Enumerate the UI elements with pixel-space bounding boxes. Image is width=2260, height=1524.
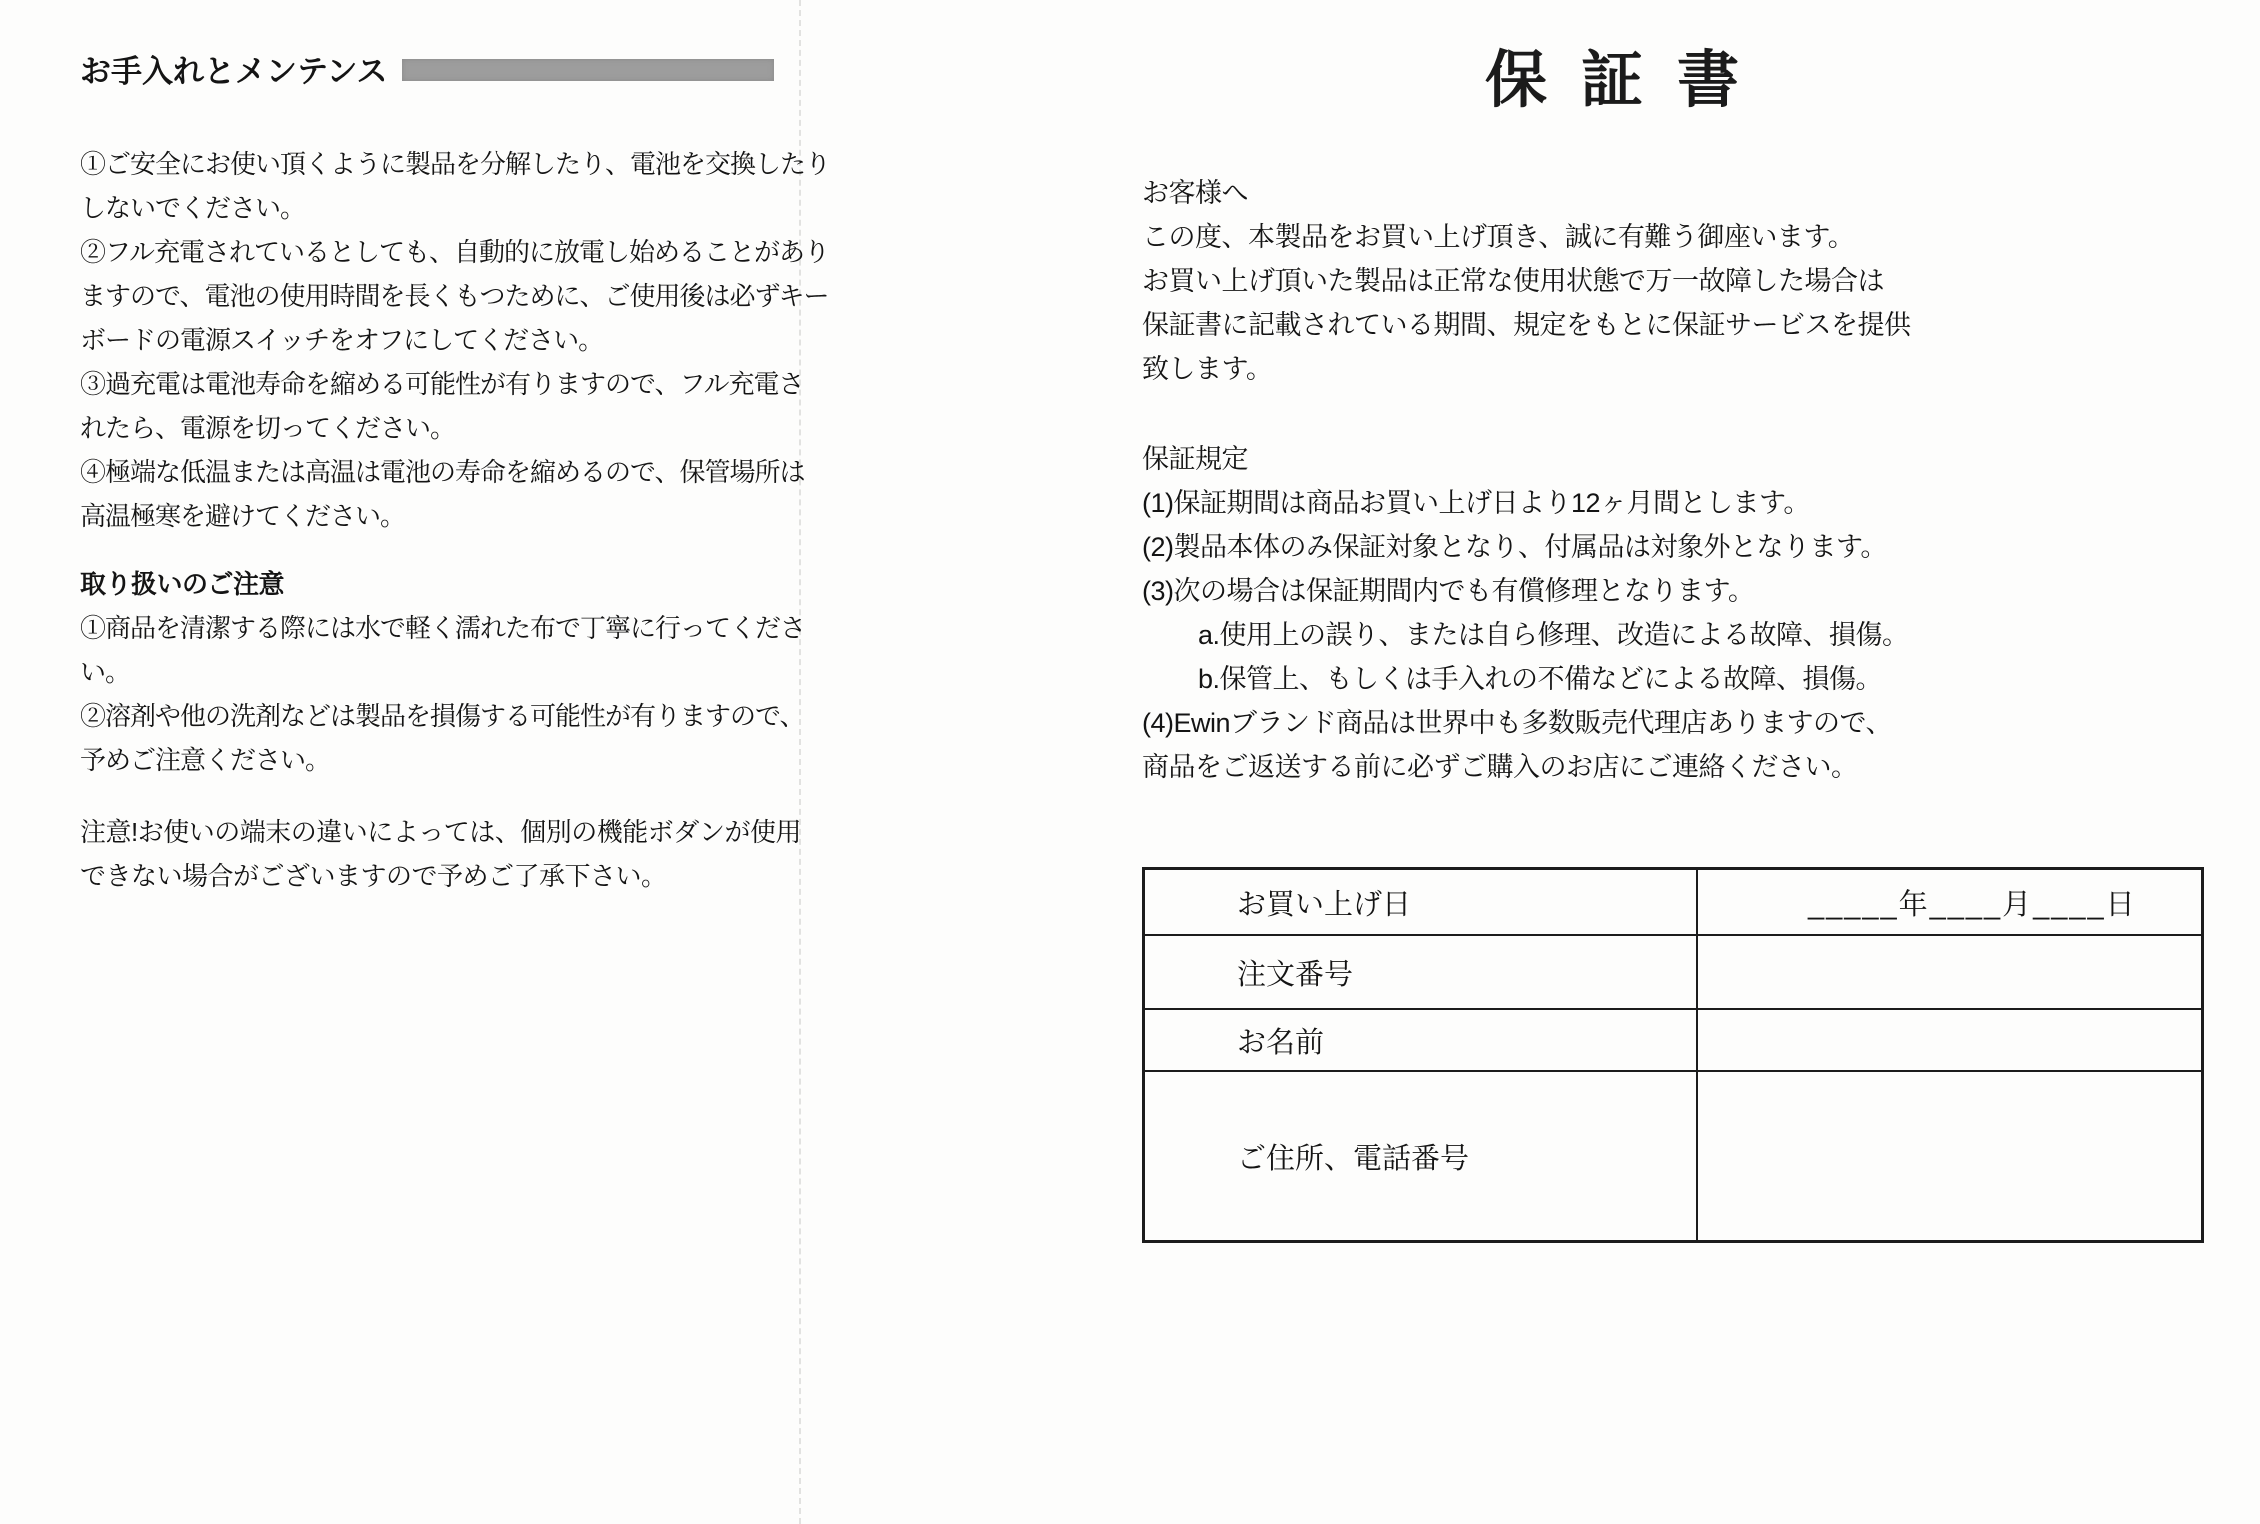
intro-line: 保証書に記載されている期間、規定をもとに保証サービスを提供 [1142,310,1911,340]
warranty-fill-in-table [1142,867,2204,1243]
warranty-page [1142,30,2220,1243]
customer-salutation: お客様へ [1142,178,1248,208]
handling-caution-heading: 取り扱いのご注意 [80,569,285,599]
notice-line: できない場合がございますので予めご了承下さい。 [80,861,667,891]
purchase-date-label: お買い上げ日 [1144,869,1698,936]
terms-subline: b.保管上、もしくは手入れの不備などによる故障、損傷。 [1198,664,1883,694]
terms-line: (3)次の場合は保証期間内でも有償修理となります。 [1142,576,1755,606]
terms-subline: a.使用上の誤り、または自ら修理、改造による故障、損傷。 [1198,620,1909,650]
customer-name-label: お名前 [1144,1009,1698,1071]
purchase-date-blank-field: _____年____月____日 [1697,869,2203,936]
handling-line: ①商品を清潔する際には水で軽く濡れた布で丁寧に行ってくださ [80,613,806,643]
address-phone-label: ご住所、電話番号 [1144,1071,1698,1242]
order-number-label: 注文番号 [1144,935,1698,1009]
address-phone-row [1144,1071,2203,1242]
warranty-title: 保証書 [1484,46,1773,115]
terms-line: (1)保証期間は商品お買い上げ日より12ヶ月間とします。 [1142,488,1810,518]
purchase-date-row [1144,869,2203,936]
intro-line: お買い上げ頂いた製品は正常な使用状態で万一故障した場合は [1142,266,1884,296]
terms-heading: 保証規定 [1142,444,1248,474]
care-line: ますので、電池の使用時間を長くもつために、ご使用後は必ずキー [80,281,829,311]
handling-line: ②溶剤や他の洗剤などは製品を損傷する可能性が有りますので、 [80,701,805,731]
care-line: ②フル充電されているとしても、自動的に放電し始めることがあり [80,237,829,267]
terms-line: 商品をご返送する前に必ずご購入のお店にご連絡ください。 [1142,752,1858,782]
customer-name-row [1144,1009,2203,1071]
care-line: ①ご安全にお使い頂くように製品を分解したり、電池を交換したり [80,149,831,179]
device-compatibility-notice [80,810,801,898]
care-section-header [80,48,780,88]
care-line: しないでください。 [80,193,306,223]
care-line: れたら、電源を切ってください。 [80,413,456,443]
title-bar-decoration [402,59,774,81]
order-number-row [1144,935,2203,1009]
care-line: ③過充電は電池寿命を縮める可能性が有りますので、フル充電さ [80,369,804,399]
warranty-terms [1142,437,2220,789]
order-number-blank-field [1697,935,2203,1009]
care-line: 高温極寒を避けてください。 [80,501,406,531]
care-instructions [80,142,831,538]
intro-line: この度、本製品をお買い上げ頂き、誠に有難う御座います。 [1142,222,1855,252]
handling-line: い。 [80,657,131,687]
handling-line: 予めご注意ください。 [80,745,331,775]
intro-line: 致します。 [1142,354,1273,384]
care-line: ④極端な低温または高温は電池の寿命を縮めるので、保管場所は [80,457,805,487]
care-line: ボードの電源スイッチをオフにしてください。 [80,325,604,355]
handling-caution-list [80,606,806,782]
customer-name-blank-field [1697,1009,2203,1071]
page-fold-line [799,0,801,1524]
care-maintenance-page [80,48,831,898]
address-phone-blank-field [1697,1071,2203,1242]
terms-line: (4)Ewinブランド商品は世界中も多数販売代理店ありますので、 [1142,708,1892,738]
warranty-intro [1142,171,2220,391]
terms-line: (2)製品本体のみ保証対象となり、付属品は対象外となります。 [1142,532,1887,562]
care-section-title: お手入れとメンテンス [80,53,388,89]
notice-line: 注意!お使いの端末の違いによっては、個別の機能ボダンが使用 [80,817,801,847]
